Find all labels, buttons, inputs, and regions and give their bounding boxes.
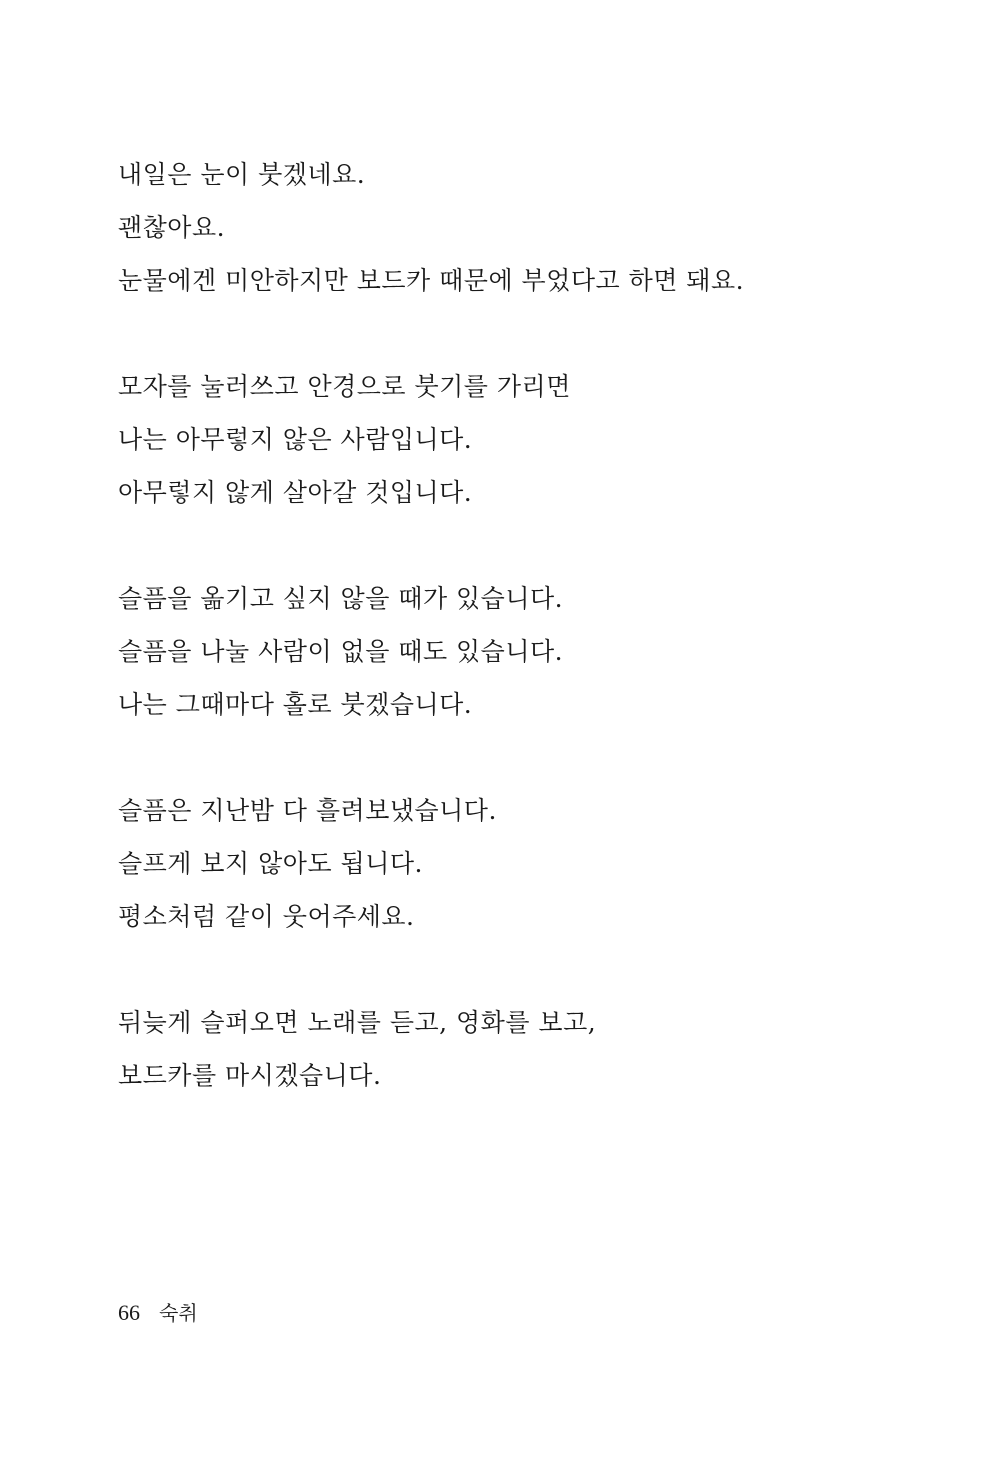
poem-line: 슬프게 보지 않아도 됩니다. xyxy=(118,849,423,878)
poem-line: 슬픔은 지난밤 다 흘려보냈습니다. xyxy=(118,796,497,825)
stanza-1 xyxy=(118,148,958,307)
poem-line: 모자를 눌러쓰고 안경으로 붓기를 가리면 xyxy=(118,372,571,401)
poem-line: 보드카를 마시겠습니다. xyxy=(118,1061,382,1090)
poem-line: 슬픔을 옮기고 싶지 않을 때가 있습니다. xyxy=(118,584,564,613)
running-title: 숙취 xyxy=(159,1301,198,1325)
poem-line: 슬픔을 나눌 사람이 없을 때도 있습니다. xyxy=(118,637,564,666)
poem-line: 나는 아무렇지 않은 사람입니다. xyxy=(118,425,473,454)
page-footer xyxy=(118,1298,198,1329)
stanza-2 xyxy=(118,360,958,519)
poem-line: 평소처럼 같이 웃어주세요. xyxy=(118,902,415,931)
poem-line: 내일은 눈이 붓겠네요. xyxy=(118,160,366,189)
stanza-4 xyxy=(118,784,958,943)
page-number: 66 xyxy=(118,1300,140,1325)
poem-line: 나는 그때마다 홀로 붓겠습니다. xyxy=(118,690,473,719)
stanza-5 xyxy=(118,996,958,1102)
poem-line: 눈물에겐 미안하지만 보드카 때문에 부었다고 하면 돼요. xyxy=(118,266,745,295)
poem-line: 아무렇지 않게 살아갈 것입니다. xyxy=(118,478,473,507)
poem-body xyxy=(118,148,958,1155)
poem-line: 괜찮아요. xyxy=(118,213,226,242)
poem-line: 뒤늦게 슬퍼오면 노래를 듣고, 영화를 보고, xyxy=(118,1008,597,1037)
stanza-3 xyxy=(118,572,958,731)
